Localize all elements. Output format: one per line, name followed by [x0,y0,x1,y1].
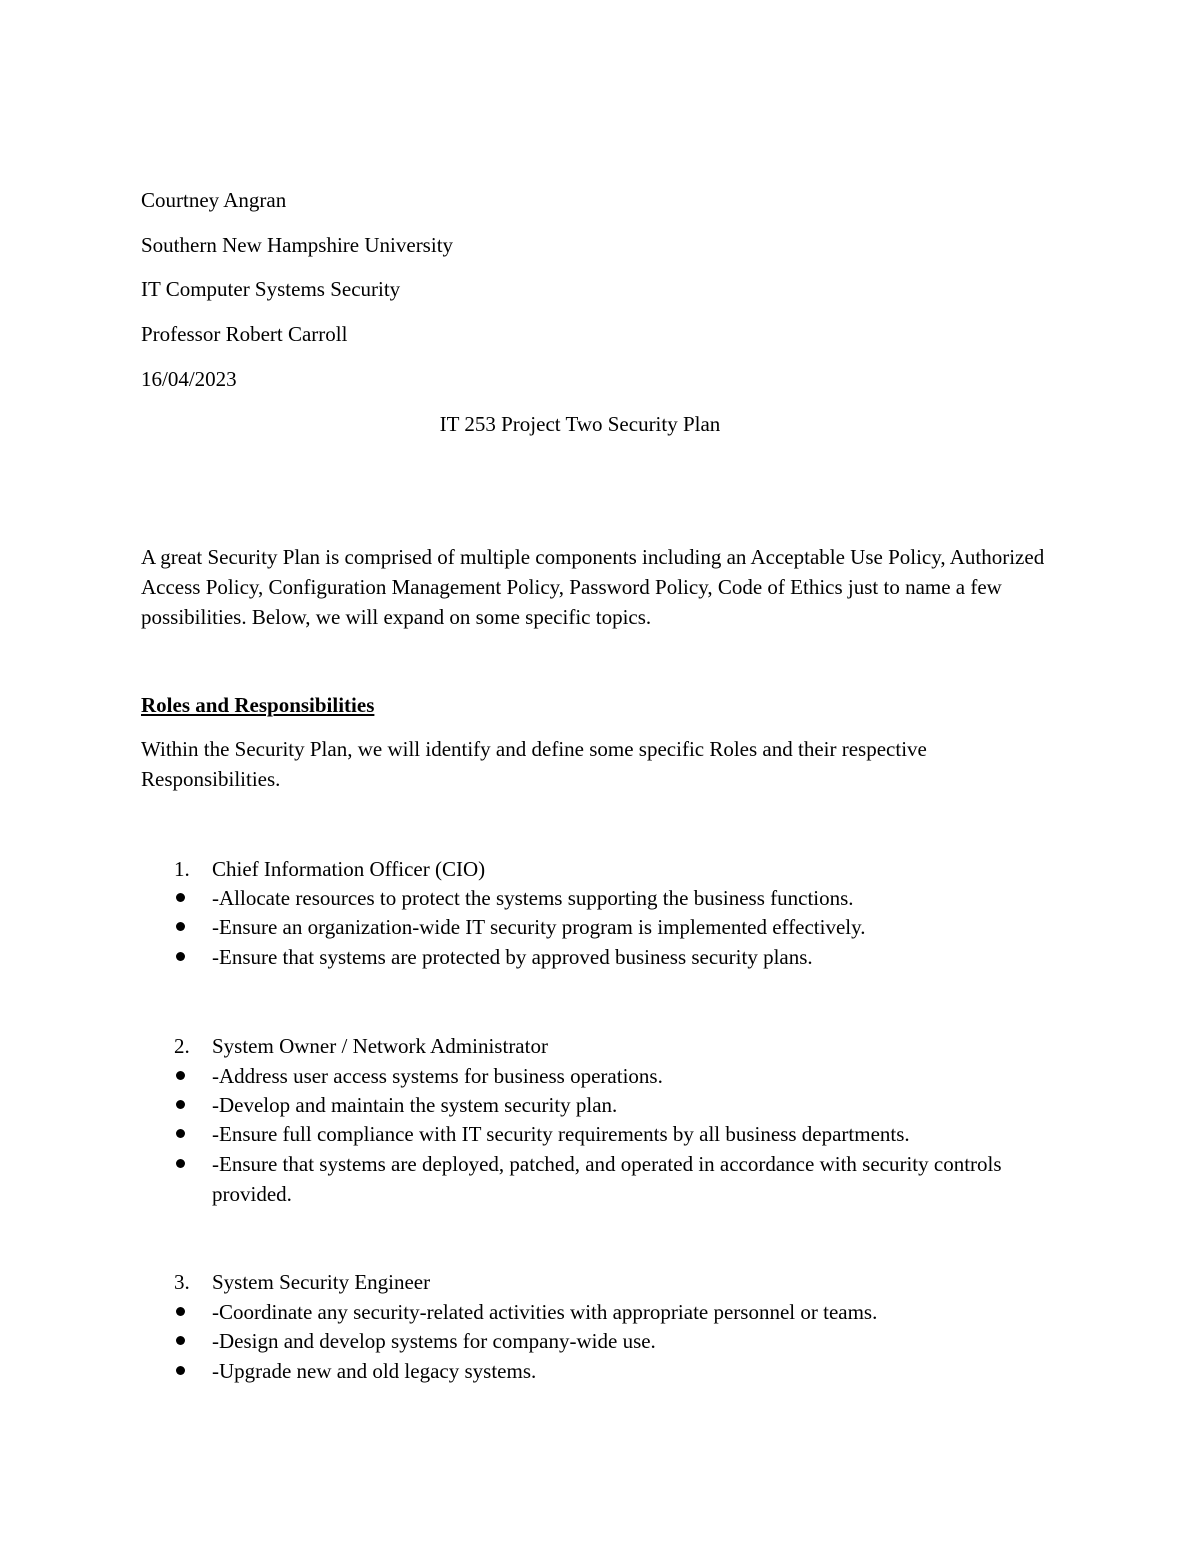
professor-name: Professor Robert Carroll [141,322,348,346]
bullet-icon [176,1071,185,1080]
list-item: -Ensure an organization-wide IT security program is implemented effectively. [212,915,866,939]
list-item: -Allocate resources to protect the systems supporting the business functions. [212,886,854,910]
section-paragraph: Within the Security Plan, we will identify and define some specific Roles and their respective Responsibilities. [141,737,927,791]
list-item: -Ensure full compliance with IT security requirements by all business departments. [212,1122,910,1146]
role-number: 3. [174,1270,190,1294]
list-item: -Develop and maintain the system security plan. [212,1093,618,1117]
university-name: Southern New Hampshire University [141,233,454,257]
bullet-icon [176,893,185,902]
list-item: -Ensure that systems are deployed, patched, and operated in accordance with security controls provided. [212,1152,1002,1206]
role-number: 1. [174,857,190,881]
bullet-icon [176,1307,185,1316]
author-name: Courtney Angran [141,188,287,212]
list-item: -Address user access systems for business operations. [212,1064,663,1088]
role-title: System Owner / Network Administrator [212,1034,548,1058]
bullet-icon [176,922,185,931]
role-number: 2. [174,1034,190,1058]
role-title: System Security Engineer [212,1270,431,1294]
bullet-icon [176,1366,185,1375]
section-heading: Roles and Responsibilities [141,693,375,717]
bullet-icon [176,1129,185,1138]
document-date: 16/04/2023 [141,367,237,391]
list-item: -Ensure that systems are protected by approved business security plans. [212,945,813,969]
bullet-icon [176,1100,185,1109]
bullet-icon [176,1159,185,1168]
list-item: -Design and develop systems for company-wide use. [212,1329,656,1353]
bullet-icon [176,952,185,961]
bullet-icon [176,1336,185,1345]
list-item: -Upgrade new and old legacy systems. [212,1359,537,1383]
document-title: IT 253 Project Two Security Plan [439,412,721,436]
role-title: Chief Information Officer (CIO) [212,857,486,881]
intro-paragraph: A great Security Plan is comprised of multiple components including an Acceptable Use Policy, Authorized Access Policy, Configuration Management Policy, Password Policy, Code of Ethics just to name a few possibilities. Below, we will expand on some specific topics. [141,545,1045,629]
list-item: -Coordinate any security-related activities with appropriate personnel or teams. [212,1300,878,1324]
course-name: IT Computer Systems Security [141,277,401,301]
